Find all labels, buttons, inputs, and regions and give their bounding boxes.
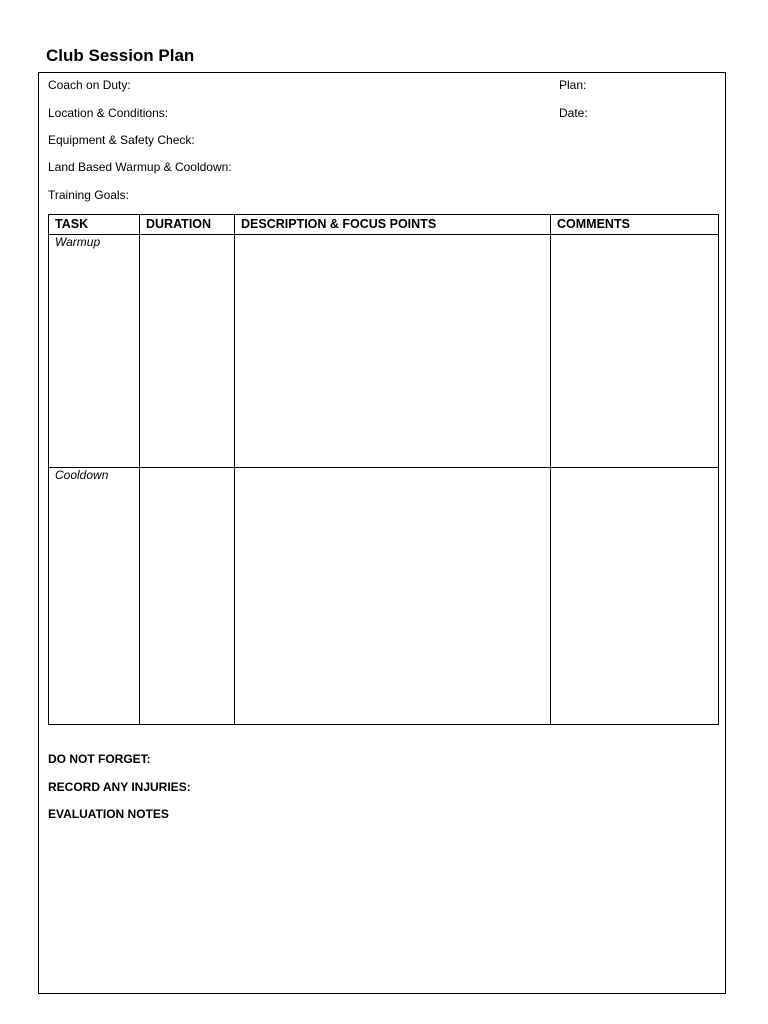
description-cell[interactable] xyxy=(235,235,551,468)
column-header-task: TASK xyxy=(49,215,140,235)
task-cell-cooldown[interactable]: Cooldown xyxy=(49,468,140,725)
duration-cell[interactable] xyxy=(140,235,235,468)
evaluation-notes-label: EVALUATION NOTES xyxy=(48,807,169,821)
land-warmup-cooldown-label: Land Based Warmup & Cooldown: xyxy=(48,160,232,174)
comments-cell[interactable] xyxy=(551,468,719,725)
column-header-duration: DURATION xyxy=(140,215,235,235)
record-injuries-label: RECORD ANY INJURIES: xyxy=(48,780,191,794)
document-title: Club Session Plan xyxy=(46,46,195,65)
location-conditions-label: Location & Conditions: xyxy=(48,106,169,120)
column-header-description: DESCRIPTION & FOCUS POINTS xyxy=(235,215,551,235)
session-plan-table xyxy=(48,214,719,725)
table-row xyxy=(49,235,719,468)
task-cell-warmup[interactable]: Warmup xyxy=(49,235,140,468)
duration-cell[interactable] xyxy=(140,468,235,725)
coach-on-duty-label: Coach on Duty: xyxy=(48,78,131,92)
table-header-row xyxy=(49,215,719,235)
equipment-safety-label: Equipment & Safety Check: xyxy=(48,133,195,147)
comments-cell[interactable] xyxy=(551,235,719,468)
plan-label: Plan: xyxy=(559,78,587,92)
training-goals-label: Training Goals: xyxy=(48,188,129,202)
do-not-forget-label: DO NOT FORGET: xyxy=(48,752,151,766)
date-label: Date: xyxy=(559,106,588,120)
table-row xyxy=(49,468,719,725)
column-header-comments: COMMENTS xyxy=(551,215,719,235)
description-cell[interactable] xyxy=(235,468,551,725)
